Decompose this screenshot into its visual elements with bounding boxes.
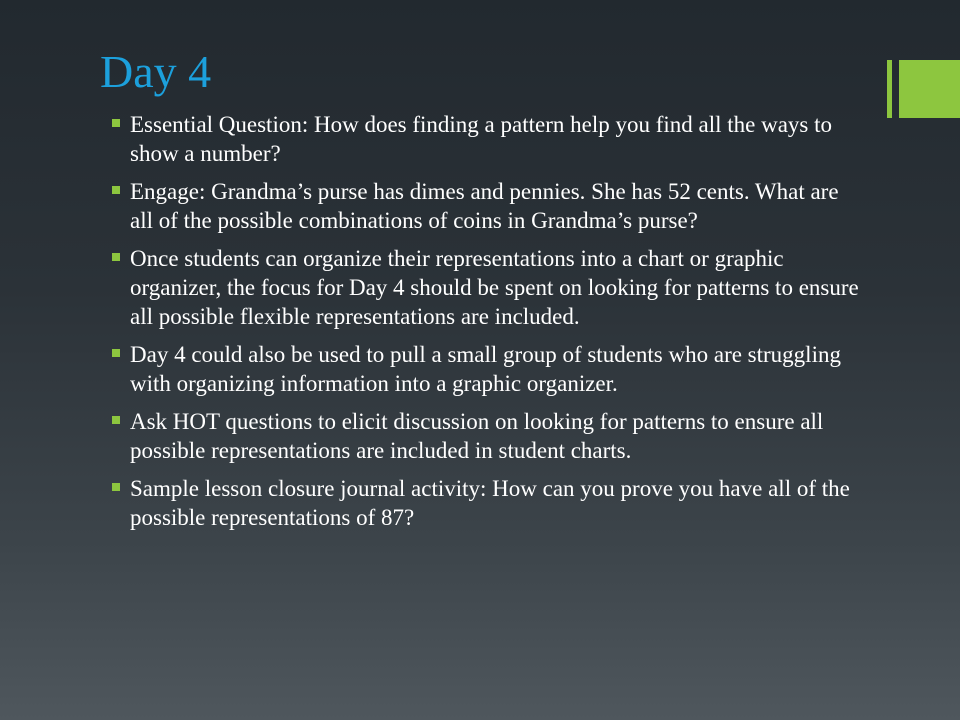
bullet-item (112, 474, 860, 532)
slide-title: Day 4 (100, 46, 212, 97)
bullet-item (112, 244, 860, 331)
accent-block (899, 60, 960, 118)
bullet-item (112, 177, 860, 235)
bullet-text: Day 4 could also be used to pull a small group of students who are struggling with organizing information into a graphic organizer. (130, 342, 841, 396)
bullet-text: Ask HOT questions to elicit discussion on looking for patterns to ensure all possible representations are included in student charts. (130, 409, 824, 463)
square-bullet-icon (112, 416, 120, 424)
bullet-item (112, 340, 860, 398)
bullet-item (112, 407, 860, 465)
square-bullet-icon (112, 253, 120, 261)
bullet-item (112, 110, 860, 168)
bullet-text: Essential Question: How does finding a pattern help you find all the ways to show a number? (130, 112, 833, 166)
bullet-text: Once students can organize their representations into a chart or graphic organizer, the focus for Day 4 should be spent on looking for patterns to ensure all possible flexible representations are included. (130, 246, 859, 329)
accent-line (887, 60, 892, 118)
square-bullet-icon (112, 119, 120, 127)
square-bullet-icon (112, 483, 120, 491)
square-bullet-icon (112, 186, 120, 194)
bullet-text: Sample lesson closure journal activity: How can you prove you have all of the possible representations of 87? (130, 476, 850, 530)
bullet-list (112, 110, 860, 541)
square-bullet-icon (112, 349, 120, 357)
bullet-text: Engage: Grandma’s purse has dimes and pennies. She has 52 cents. What are all of the possible combinations of coins in Grandma’s purse? (130, 179, 839, 233)
